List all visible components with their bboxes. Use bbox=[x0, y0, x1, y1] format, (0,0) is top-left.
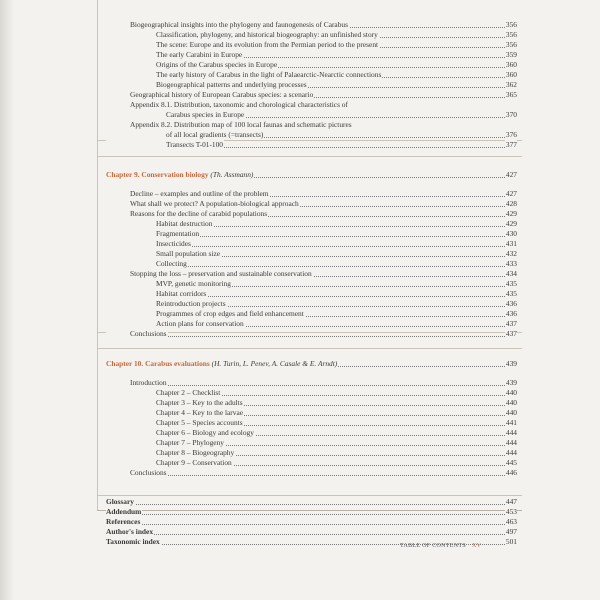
toc-entry-page-number: 439 bbox=[505, 378, 517, 387]
toc-entry[interactable] bbox=[106, 418, 517, 428]
toc-entry-title: Origins of the Carabus species in Europe bbox=[106, 60, 278, 69]
toc-entry-title: Conclusions bbox=[106, 329, 168, 338]
toc-entry-page-number: 433 bbox=[505, 259, 517, 268]
toc-entry-page-number: 360 bbox=[505, 60, 517, 69]
toc-entry[interactable] bbox=[106, 249, 517, 259]
toc-entry-title: Habitat destruction bbox=[106, 219, 213, 228]
toc-entry-title: Transects T-01-100 bbox=[106, 140, 224, 149]
toc-chapter-heading[interactable] bbox=[106, 170, 517, 180]
toc-entry-page-number: 431 bbox=[505, 239, 517, 248]
toc-chapter-heading[interactable] bbox=[106, 359, 517, 369]
toc-entry[interactable] bbox=[106, 398, 517, 408]
toc-entry[interactable] bbox=[106, 408, 517, 418]
toc-entry[interactable] bbox=[106, 319, 517, 329]
footer-label: TABLE OF CONTENTS bbox=[400, 543, 466, 549]
toc-entry-title: Introduction bbox=[106, 378, 168, 387]
toc-entry-page-number: 440 bbox=[505, 388, 517, 397]
toc-entry-title: Habitat corridors bbox=[106, 289, 207, 298]
toc-entry-title: Classification, phylogeny, and historical biogeography: an unfinished story bbox=[106, 30, 379, 39]
toc-entry[interactable] bbox=[106, 20, 517, 30]
toc-entry-title: Chapter 9 – Conservation bbox=[106, 458, 233, 467]
toc-entry-title: MVP, genetic monitoring bbox=[106, 279, 232, 288]
toc-entry[interactable] bbox=[106, 219, 517, 229]
toc-entry[interactable] bbox=[106, 269, 517, 279]
toc-entry-page-number: 441 bbox=[505, 418, 517, 427]
toc-entry[interactable] bbox=[106, 50, 517, 60]
toc-entry[interactable] bbox=[106, 259, 517, 269]
toc-entry-page-number: 365 bbox=[505, 90, 517, 99]
toc-entry[interactable] bbox=[106, 279, 517, 289]
toc-entry[interactable] bbox=[106, 70, 517, 80]
toc-entry[interactable] bbox=[106, 80, 517, 90]
section-spacer bbox=[106, 150, 517, 170]
toc-entry[interactable] bbox=[106, 517, 517, 527]
toc-entry-page-number: 435 bbox=[505, 289, 517, 298]
toc-entry-title: Action plans for conservation bbox=[106, 319, 245, 328]
toc-entry-page-number: 437 bbox=[505, 319, 517, 328]
section-spacer bbox=[106, 180, 517, 189]
toc-entry-page-number: 437 bbox=[505, 329, 517, 338]
toc-entry-title: Addendum bbox=[106, 507, 142, 516]
toc-entry-title: Appendix 8.2. Distribution map of 100 local faunas and schematic pictures bbox=[106, 120, 353, 129]
toc-entry-page-number: 428 bbox=[505, 199, 517, 208]
vertical-rule bbox=[97, 0, 98, 510]
toc-entry-page-number: 444 bbox=[505, 428, 517, 437]
section-spacer bbox=[106, 369, 517, 378]
toc-entry[interactable] bbox=[106, 90, 517, 100]
toc-entry-title: Carabus species in Europe bbox=[106, 110, 245, 119]
toc-entry-page-number: 440 bbox=[505, 408, 517, 417]
toc-entry[interactable] bbox=[106, 140, 517, 150]
toc-entry-page-number: 447 bbox=[505, 497, 517, 506]
toc-entry[interactable] bbox=[106, 40, 517, 50]
toc-entry-title: Conclusions bbox=[106, 468, 168, 477]
toc-entry[interactable] bbox=[106, 120, 517, 130]
toc-entry-title: Taxonomic index bbox=[106, 537, 160, 546]
toc-entry[interactable] bbox=[106, 388, 517, 398]
toc-entry-page-number: 436 bbox=[505, 299, 517, 308]
toc-entry-title: Chapter 7 – Phylogeny bbox=[106, 438, 225, 447]
toc-entry-title: The scene: Europe and its evolution from the Permian period to the present bbox=[106, 40, 379, 49]
toc-entry-title: Chapter 8 – Biogeography bbox=[106, 448, 235, 457]
toc-entry[interactable] bbox=[106, 299, 517, 309]
toc-entry[interactable] bbox=[106, 507, 517, 517]
toc-entry-title: The early Carabini in Europe bbox=[106, 50, 243, 59]
toc-entry-title: Chapter 3 – Key to the adults bbox=[106, 398, 244, 407]
toc-entry-page-number: 444 bbox=[505, 448, 517, 457]
toc-entry-page-number: 453 bbox=[505, 507, 517, 516]
toc-entry-page-number: 356 bbox=[505, 20, 517, 29]
toc-entry[interactable] bbox=[106, 289, 517, 299]
toc-entry-page-number: 359 bbox=[505, 50, 517, 59]
toc-entry-title: Biogeographical patterns and underlying processes bbox=[106, 80, 308, 89]
page-footer bbox=[400, 543, 522, 549]
toc-entry-title: Reintroduction projects bbox=[106, 299, 227, 308]
toc-entry[interactable] bbox=[106, 100, 517, 110]
section-spacer bbox=[106, 478, 517, 497]
footer-page-number: XV bbox=[471, 543, 482, 549]
toc-entry[interactable] bbox=[106, 209, 517, 219]
toc-entry-page-number: 370 bbox=[505, 110, 517, 119]
toc-entry-title: Geographical history of European Carabus species: a scenario bbox=[106, 90, 314, 99]
toc-entry-title: Collecting bbox=[106, 259, 188, 268]
toc-entry[interactable] bbox=[106, 329, 517, 339]
toc-entry[interactable] bbox=[106, 378, 517, 388]
toc-entry[interactable] bbox=[106, 527, 517, 537]
toc-entry-page-number: 432 bbox=[505, 249, 517, 258]
chapter-authors: (Th. Assmann) bbox=[210, 170, 254, 179]
toc-entry-page-number: 430 bbox=[505, 229, 517, 238]
toc-entry-page-number: 440 bbox=[505, 398, 517, 407]
toc-entry-page-number: 434 bbox=[505, 269, 517, 278]
toc-entry-page-number: 377 bbox=[505, 140, 517, 149]
toc-entry-title: Chapter 2 – Checklist bbox=[106, 388, 221, 397]
toc-entry-title: References bbox=[106, 517, 141, 526]
chapter-authors: (H. Turin, L. Penev, A. Casale & E. Arndt) bbox=[211, 359, 338, 368]
table-of-contents bbox=[106, 20, 517, 547]
toc-entry-page-number: 445 bbox=[505, 458, 517, 467]
toc-entry[interactable] bbox=[106, 497, 517, 507]
toc-entry-title: Chapter 4 – Key to the larvae bbox=[106, 408, 244, 417]
toc-entry-title: Glossary bbox=[106, 497, 134, 506]
toc-entry-title: Insecticides bbox=[106, 239, 192, 248]
toc-entry-title: What shall we protect? A population-biological approach bbox=[106, 199, 300, 208]
toc-entry-page-number: 444 bbox=[505, 438, 517, 447]
toc-entry[interactable] bbox=[106, 468, 517, 478]
toc-entry-title: Chapter 5 – Species accounts bbox=[106, 418, 244, 427]
chapter-page-number: 439 bbox=[505, 359, 517, 368]
toc-entry[interactable] bbox=[106, 239, 517, 249]
toc-entry[interactable] bbox=[106, 189, 517, 199]
toc-entry-title: Fragmentation bbox=[106, 229, 200, 238]
section-spacer bbox=[106, 339, 517, 359]
toc-entry[interactable] bbox=[106, 199, 517, 209]
toc-entry[interactable] bbox=[106, 309, 517, 319]
toc-entry-page-number: 356 bbox=[505, 40, 517, 49]
toc-entry-title: of all local gradients (=transects) bbox=[106, 130, 264, 139]
toc-entry-title: Appendix 8.1. Distribution, taxonomic and chorological characteristics of bbox=[106, 100, 349, 109]
toc-entry[interactable] bbox=[106, 30, 517, 40]
toc-entry[interactable] bbox=[106, 438, 517, 448]
chapter-page-number: 427 bbox=[505, 170, 517, 179]
toc-entry[interactable] bbox=[106, 130, 517, 140]
toc-entry-page-number: 362 bbox=[505, 80, 517, 89]
chapter-title: Chapter 10. Carabus evaluations bbox=[106, 359, 210, 368]
toc-entry[interactable] bbox=[106, 458, 517, 468]
toc-entry-page-number: 376 bbox=[505, 130, 517, 139]
toc-entry-title: Stopping the loss – preservation and sustainable conservation bbox=[106, 269, 313, 278]
toc-entry-title: Decline – examples and outline of the problem bbox=[106, 189, 270, 198]
toc-entry[interactable] bbox=[106, 229, 517, 239]
toc-entry-title: Programmes of crop edges and field enhancement bbox=[106, 309, 305, 318]
page-gutter-shadow bbox=[0, 0, 14, 600]
toc-entry-page-number: 429 bbox=[505, 209, 517, 218]
toc-entry-page-number: 356 bbox=[505, 30, 517, 39]
toc-entry-page-number: 446 bbox=[505, 468, 517, 477]
toc-entry-page-number: 427 bbox=[505, 189, 517, 198]
toc-entry[interactable] bbox=[106, 60, 517, 70]
toc-entry-title: Author's index bbox=[106, 527, 154, 536]
toc-entry-title: The early history of Carabus in the light of Palaearctic-Nearctic connections bbox=[106, 70, 382, 79]
toc-entry-title: Reasons for the decline of carabid populations bbox=[106, 209, 268, 218]
toc-entry-title: Chapter 6 – Biology and ecology bbox=[106, 428, 255, 437]
toc-entry-title: Small population size bbox=[106, 249, 221, 258]
toc-entry-page-number: 436 bbox=[505, 309, 517, 318]
toc-entry-page-number: 497 bbox=[505, 527, 517, 536]
toc-entry[interactable] bbox=[106, 110, 517, 120]
toc-entry[interactable] bbox=[106, 428, 517, 438]
toc-entry-title: Biogeographical insights into the phylogeny and faunogenesis of Carabus bbox=[106, 20, 349, 29]
toc-entry[interactable] bbox=[106, 448, 517, 458]
toc-entry-page-number: 501 bbox=[505, 537, 517, 546]
toc-entry-page-number: 360 bbox=[505, 70, 517, 79]
chapter-title: Chapter 9. Conservation biology bbox=[106, 170, 209, 179]
toc-entry-page-number: 429 bbox=[505, 219, 517, 228]
toc-entry-page-number: 435 bbox=[505, 279, 517, 288]
toc-entry-page-number: 463 bbox=[505, 517, 517, 526]
